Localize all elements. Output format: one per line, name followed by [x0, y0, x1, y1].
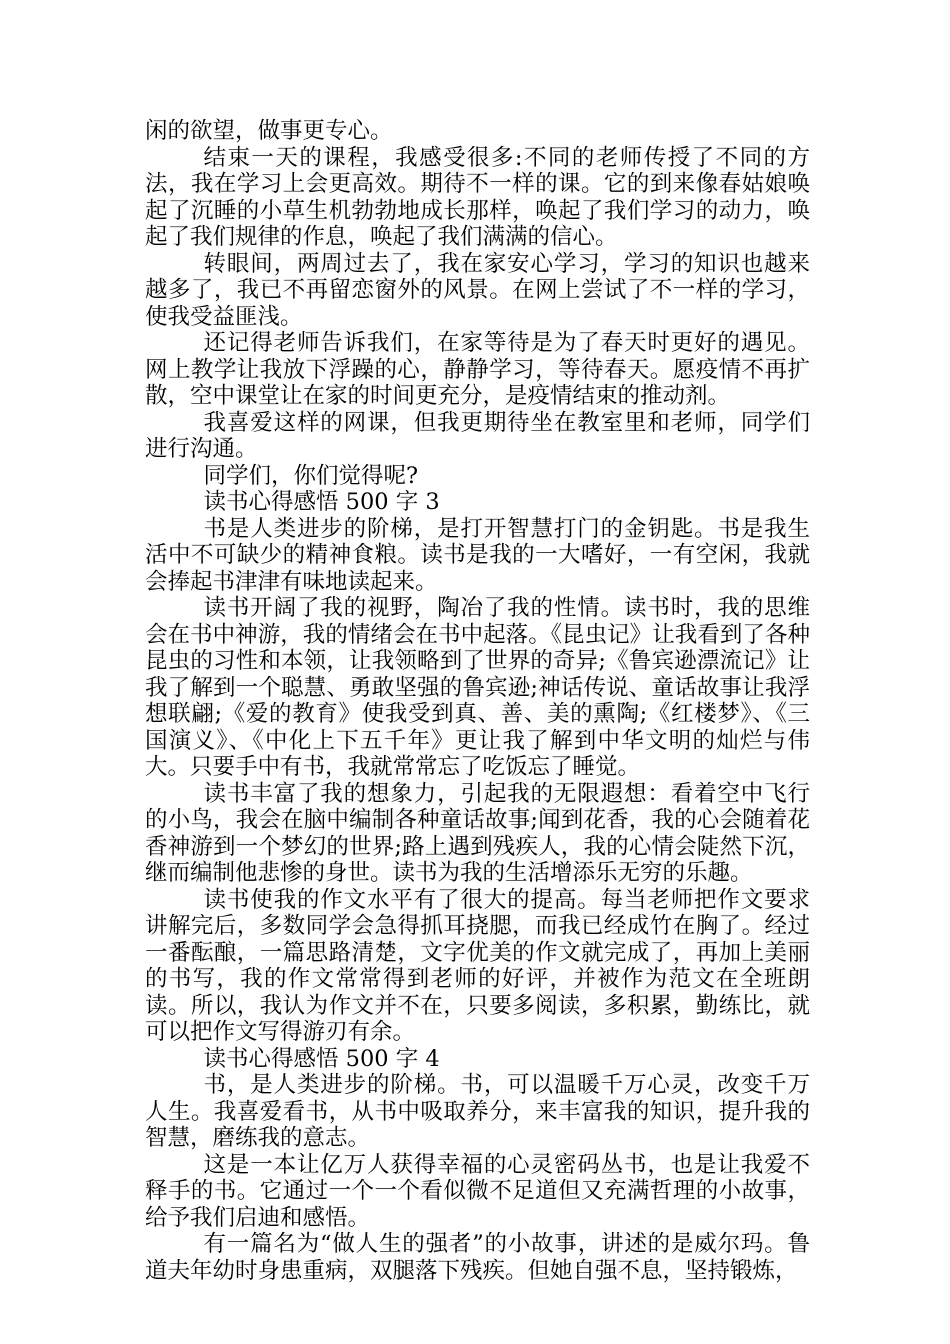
paragraph: 转眼间，两周过去了，我在家安心学习，学习的知识也越来越多了，我已不再留恋窗外的风景。在网上尝试了不一样的学习，使我受益匪浅。	[145, 250, 810, 330]
paragraph: 有一篇名为“做人生的强者”的小故事，讲述的是威尔玛。鲁道夫年幼时身患重病，双腿落下残疾。但她自强不息，坚持锻炼，	[145, 1231, 810, 1284]
paragraph: 闲的欲望，做事更专心。	[145, 118, 393, 144]
paragraph: 读书开阔了我的视野，陶冶了我的性情。读书时，我的思维会在书中神游，我的情绪会在书中起落。《昆虫记》让我看到了各种昆虫的习性和本领，让我领略到了世界的奇异;《鲁宾逊漂流记》让我了解到一个聪慧、勇敢坚强的鲁宾逊;神话传说、童话故事让我浮想联翩;《爱的教育》使我受到真、善、美的熏陶;《红楼梦》、《三国演义》、《中化上下五千年》更让我了解到中华文明的灿烂与伟大。只要手中有书，我就常常忘了吃饭忘了睡觉。	[145, 595, 810, 780]
paragraph: 结束一天的课程，我感受很多:不同的老师传授了不同的方法，我在学习上会更高效。期待不一样的课。它的到来像春姑娘唤起了沉睡的小草生机勃勃地成长那样，唤起了我们学习的动力，唤起了我们规律的作息，唤起了我们满满的信心。	[145, 144, 810, 250]
section-heading-4: 读书心得感悟 500 字 4	[203, 1045, 440, 1072]
paragraph: 书是人类进步的阶梯，是打开智慧打门的金钥匙。书是我生活中不可缺少的精神食粮。读书是我的一大嗜好，一有空闲，我就会捧起书津津有味地读起来。	[145, 515, 810, 595]
section-heading-3: 读书心得感悟 500 字 3	[203, 489, 440, 515]
paragraph: 同学们，你们觉得呢?	[203, 462, 419, 489]
paragraph: 我喜爱这样的网课，但我更期待坐在教室里和老师，同学们进行沟通。	[145, 409, 810, 462]
paragraph: 书，是人类进步的阶梯。书，可以温暖千万心灵，改变千万人生。我喜爱看书，从书中吸取养分，来丰富我的知识，提升我的智慧，磨练我的意志。	[145, 1072, 810, 1151]
document-body	[145, 118, 810, 1284]
paragraph: 还记得老师告诉我们，在家等待是为了春天时更好的遇见。网上教学让我放下浮躁的心，静静学习，等待春天。愿疫情不再扩散，空中课堂让在家的时间更充分，是疫情结束的推动剂。	[145, 330, 810, 409]
paragraph: 读书使我的作文水平有了很大的提高。每当老师把作文要求讲解完后，多数同学会急得抓耳挠腮，而我已经成竹在胸了。经过一番酝酿，一篇思路清楚，文字优美的作文就完成了，再加上美丽的书写，我的作文常常得到老师的好评，并被作为范文在全班朗读。所以，我认为作文并不在，只要多阅读，多积累，勤练比，就可以把作文写得游刃有余。	[145, 886, 810, 1045]
paragraph: 这是一本让亿万人获得幸福的心灵密码丛书，也是让我爱不释手的书。它通过一个一个看似微不足道但又充满哲理的小故事，给予我们启迪和感悟。	[145, 1151, 810, 1231]
paragraph: 读书丰富了我的想象力，引起我的无限遐想：看着空中飞行的小鸟，我会在脑中编制各种童话故事;闻到花香，我的心会随着花香神游到一个梦幻的世界;路上遇到残疾人，我的心情会陡然下沉，继而编制他悲惨的身世。读书为我的生活增添乐无穷的乐趣。	[145, 780, 810, 886]
